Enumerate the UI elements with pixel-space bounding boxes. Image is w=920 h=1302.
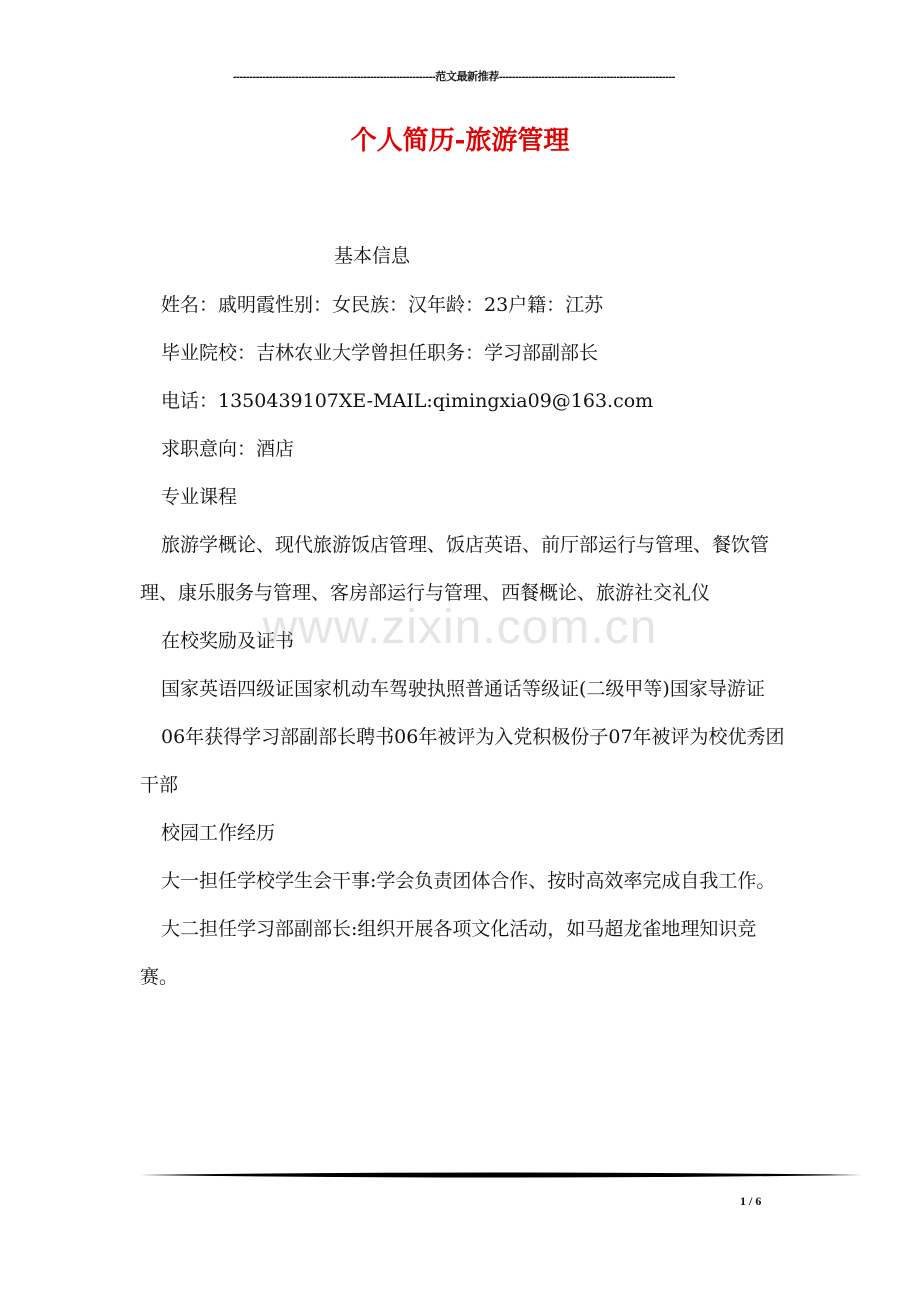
footer-rule: [140, 1172, 862, 1178]
page-number: 1 / 6: [740, 1194, 762, 1208]
paragraph-school: 毕业院校：吉林农业大学曾担任职务：学习部副部长: [161, 342, 599, 364]
watermark: www.zixin.com.cn: [262, 601, 658, 654]
paragraph-contact: 电话：1350439107XE-MAIL:qimingxia09@163.com: [161, 390, 654, 412]
document-body: [140, 281, 785, 1001]
paragraph-freshman-role: 大一担任学校学生会干事:学会负责团体合作、按时高效率完成自我工作。: [161, 870, 776, 892]
paragraph-sophomore-role: 大二担任学习部副部长:组织开展各项文化活动，如马超龙雀地理知识竞赛。: [140, 918, 757, 988]
header-banner: --------------------------------------------------------------范文最新推荐------------------------------------------------------: [232, 71, 676, 83]
basic-info-heading: 基本信息: [334, 245, 411, 267]
paragraph-personal-info: 姓名：戚明霞性别：女民族：汉年龄：23户籍：江苏: [161, 294, 604, 316]
paragraph-honors: 06年获得学习部副部长聘书06年被评为入党积极份子07年被评为校优秀团干部: [140, 726, 785, 796]
paragraph-certificates: 国家英语四级证国家机动车驾驶执照普通话等级证(二级甲等)国家导游证: [161, 678, 765, 700]
paragraph-job-intent: 求职意向：酒店: [161, 438, 295, 460]
heading-campus-experience: 校园工作经历: [161, 822, 276, 844]
document-title: 个人简历-旅游管理: [350, 126, 570, 156]
paragraph-courses: 旅游学概论、现代旅游饭店管理、饭店英语、前厅部运行与管理、餐饮管理、康乐服务与管理、客房部运行与管理、西餐概论、旅游社交礼仪: [140, 534, 770, 604]
heading-awards: 在校奖励及证书: [161, 630, 295, 652]
heading-courses: 专业课程: [161, 486, 238, 508]
